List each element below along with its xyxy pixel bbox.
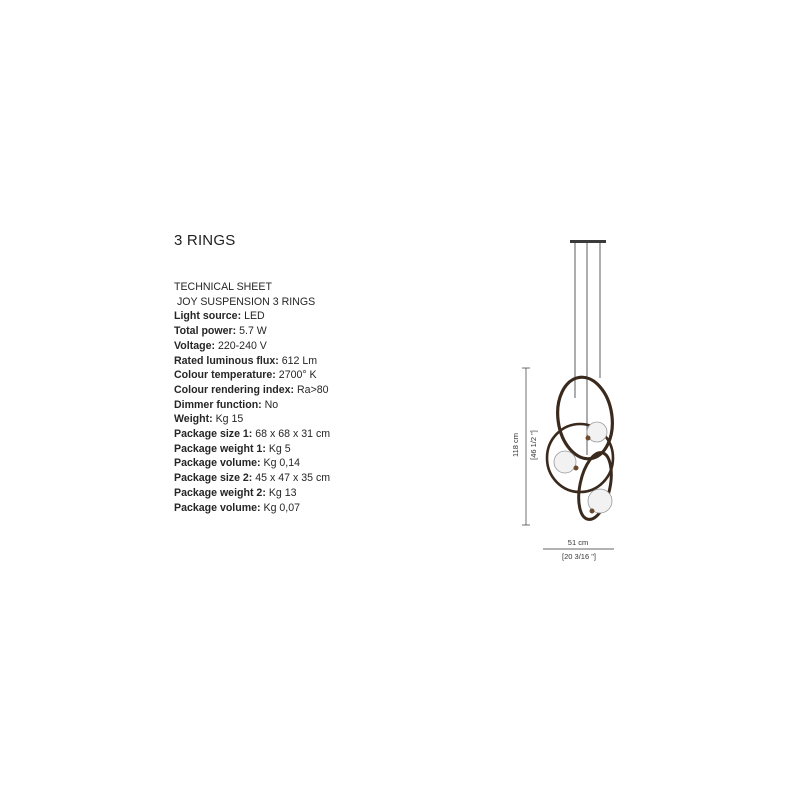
height-in-label: [46 1/2 "]: [529, 430, 538, 460]
spec-value: LED: [244, 310, 265, 323]
spec-label: Colour rendering index:: [174, 383, 295, 396]
spec-value: 2700° K: [278, 369, 317, 382]
spec-label: Package weight 1:: [174, 442, 266, 455]
spec-label: Package weight 2:: [174, 486, 266, 499]
led-holder-1: [586, 436, 591, 441]
spec-value: Kg 0,14: [263, 457, 301, 470]
spec-value: No: [264, 398, 279, 411]
spec-value: Kg 0,07: [263, 501, 301, 514]
spec-label: Dimmer function:: [174, 398, 262, 411]
spec-label: Package size 2:: [174, 472, 253, 485]
spec-value: 5.7 W: [239, 325, 267, 338]
sheet-header: TECHNICAL SHEET: [174, 281, 272, 293]
spec-label: Package size 1:: [174, 428, 253, 441]
spec-label: Package volume:: [174, 501, 261, 514]
spec-value: 45 x 47 x 35 cm: [255, 472, 331, 485]
led-holder-2: [574, 466, 579, 471]
product-title: 3 RINGS: [174, 232, 236, 249]
spec-label: Voltage:: [174, 339, 216, 352]
spec-value: 220-240 V: [217, 339, 267, 352]
spec-label: Weight:: [174, 413, 213, 426]
spec-label: Rated luminous flux:: [174, 354, 279, 367]
spec-value: Kg 15: [215, 413, 244, 426]
glass-sphere-middle: [554, 451, 576, 473]
spec-value: 612 Lm: [281, 354, 318, 367]
spec-value: 68 x 68 x 31 cm: [255, 428, 331, 441]
width-in-label: [20 3/16 "]: [562, 552, 596, 561]
width-cm-label: 51 cm: [567, 538, 589, 547]
ring-top: [553, 374, 618, 463]
spec-value: Ra>80: [297, 383, 329, 396]
height-cm-label: 118 cm: [511, 432, 520, 458]
sheet-product-name: JOY SUSPENSION 3 RINGS: [177, 295, 316, 308]
spec-value: Kg 5: [268, 442, 291, 455]
ceiling-canopy: [570, 240, 606, 243]
spec-label: Package volume:: [174, 457, 261, 470]
spec-value: Kg 13: [268, 486, 297, 499]
spec-label: Light source:: [174, 310, 242, 323]
spec-label: Colour temperature:: [174, 369, 276, 382]
spec-label: Total power:: [174, 325, 237, 338]
led-holder-3: [590, 509, 595, 514]
